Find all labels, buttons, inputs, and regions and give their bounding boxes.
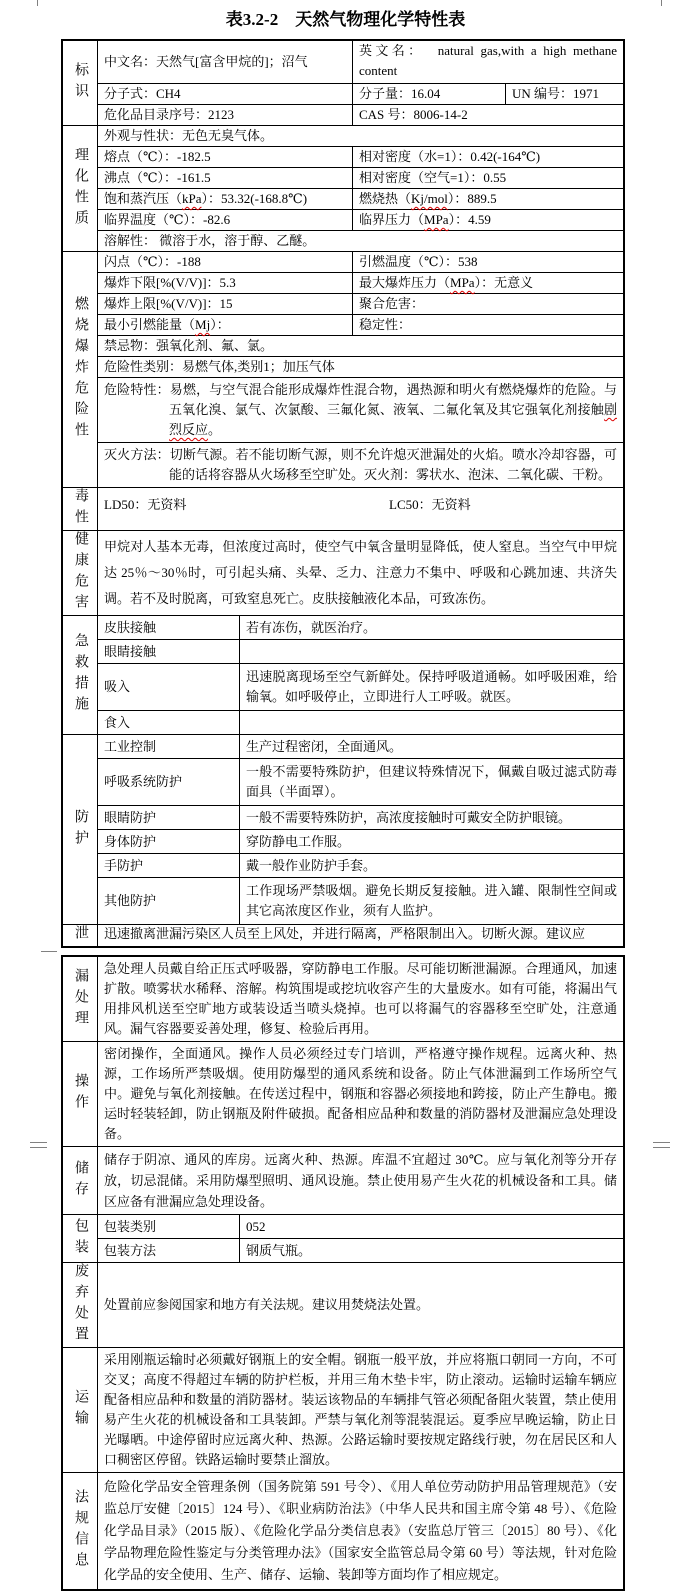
- category-handling: [63, 1042, 98, 1146]
- cell-stability: 稳定性：: [359, 317, 412, 332]
- cell-inhalation-value: 迅速脱离现场至空气新鲜处。保持呼吸道通畅。如呼吸困难，给输氧。如呼吸停止，立即进行人工呼吸。就医。: [246, 669, 617, 704]
- cell-packaging-method-value: 钢质气瓶。: [246, 1242, 312, 1258]
- cell-toxicity: [98, 488, 623, 522]
- table-row: [98, 735, 623, 759]
- table-row: [98, 1215, 623, 1239]
- cell-chinese-name: 中文名：天然气[富含甲烷的]；沼气: [98, 41, 353, 83]
- section-packaging: [63, 1215, 623, 1263]
- table-row: [98, 806, 623, 830]
- category-label: 理化性质: [73, 146, 88, 231]
- cell-transport-text: 采用刚瓶运输时必须戴好钢瓶上的安全帽。钢瓶一般平放，并应将瓶口朝同一方向，不可交叉；高度不得超过车辆的防护栏板，并用三角木垫卡牢，防止滚动。运输时运输车辆应配备相应品种和数量的消防器材。装运该物品的车辆排气管必须配备阻火装置，禁止使用易产生火花的机械设备和工具装卸。严禁与氧化剂等混装混运。夏季应早晚运输，防止日光曝晒。中途停留时应远离火种、热源。公路运输时要按规定路线行驶，勿在居民区和人口稠密区停留。铁路运输时要禁止溜放。: [104, 1352, 617, 1467]
- table-row: [98, 210, 623, 231]
- table-row: [98, 336, 623, 357]
- category-leak-part1: [63, 925, 98, 946]
- table-row: [98, 616, 623, 640]
- table-row: [98, 189, 623, 210]
- table-row: [98, 664, 623, 711]
- lc50-value: LC50：无资料: [389, 497, 471, 512]
- page-title: 表3.2-2 天然气物理化学特性表: [225, 10, 466, 29]
- cell-respiratory-protection-label: 呼吸系统防护: [98, 759, 240, 805]
- table-row: [98, 925, 623, 942]
- category-fire-explosion: [63, 252, 98, 487]
- category-protection: [63, 735, 98, 924]
- table-row: [98, 1239, 623, 1262]
- category-storage: [63, 1147, 98, 1214]
- table-row: [98, 711, 623, 734]
- category-identification: [63, 41, 98, 125]
- cell-max-explosion-pressure: 最大爆炸压力（ MPa ）：无意义: [359, 275, 534, 290]
- table-row: [98, 854, 623, 878]
- cell-hazard-characteristics: 危险特性：易燃，与空气混合能形成爆炸性混合物，遇热源和明火有燃烧爆炸的危险。与五氧化溴、氯气、次氯酸、三氟化氮、液氧、二氟化氧及其它强氧化剂接触剧烈反应。: [104, 382, 617, 437]
- section-identification: [63, 41, 623, 126]
- page-break-mark: [30, 1147, 47, 1148]
- cell-ingestion-label: 食入: [98, 711, 240, 734]
- cell-polymerization-hazard: 聚合危害：: [359, 296, 425, 311]
- category-waste-disposal: [63, 1263, 98, 1347]
- category-health-hazard: [63, 531, 98, 615]
- category-regulatory-info: [63, 1473, 98, 1589]
- page-margin-mark: [661, 0, 662, 6]
- category-label: 法规信息: [73, 1489, 88, 1573]
- cell-engineering-control-value: 生产过程密闭，全面通风。: [246, 738, 403, 754]
- table-row: [98, 957, 623, 1041]
- cell-cas-number: CAS 号：8006-14-2: [359, 107, 468, 122]
- table-row: [98, 126, 623, 147]
- table-row: [98, 147, 623, 168]
- category-label: 运输: [73, 1389, 88, 1431]
- category-label: 标识: [73, 62, 88, 104]
- section-first-aid: [63, 616, 623, 735]
- table-row: [98, 443, 623, 487]
- cell-incompatibilities: 禁忌物：强氧化剂、氟、氯。: [104, 338, 274, 353]
- table-row: [98, 168, 623, 189]
- page-break-mark: [41, 951, 57, 952]
- cell-flash-point: 闪点（℃）：-188: [98, 252, 353, 272]
- section-storage: [63, 1147, 623, 1215]
- table-row: [98, 105, 623, 125]
- cell-solubility: 溶解性： 微溶于水，溶于醇、乙醚。: [104, 233, 316, 248]
- section-leak-part1: [63, 925, 623, 946]
- properties-table-part2: [61, 955, 625, 1591]
- table-row: [98, 640, 623, 664]
- page-break-mark: [653, 1142, 670, 1143]
- table-row: [98, 273, 623, 294]
- cell-packaging-class-label: 包装类别: [98, 1215, 240, 1238]
- category-first-aid: [63, 616, 98, 734]
- cell-packaging-class-value: 052: [246, 1218, 266, 1234]
- section-fire-explosion: [63, 252, 623, 488]
- cell-explosion-upper-limit: 爆炸上限[%(V/V)]：15: [98, 294, 353, 314]
- cell-ignition-temperature: 引燃温度（℃）：538: [359, 254, 478, 269]
- category-label: 燃烧爆炸危险性: [73, 296, 88, 443]
- category-label: 储存: [73, 1159, 88, 1202]
- cell-appearance: 外观与性状：无色无臭气体。: [104, 128, 274, 143]
- category-label: 健康危害: [73, 531, 88, 615]
- section-leak-part2: [63, 957, 623, 1042]
- category-packaging: [63, 1215, 98, 1262]
- category-toxicity: [63, 488, 98, 530]
- cell-other-protection-value: 工作现场严禁吸烟。避免长期反复接触。进入罐、限制性空间或其它高浓度区作业，须有人监护。: [246, 883, 617, 918]
- cell-handling-text: 密闭操作，全面通风。操作人员必须经过专门培训，严格遵守操作规程。远离火种、热源，工作场所严禁吸烟。使用防爆型的通风系统和设备。防止气体泄漏到工作场所空气中。避免与氧化剂接触。在传送过程中，钢瓶和容器必须接地和跨接，防止产生静电。搬运时轻装轻卸，防止钢瓶及附件破损。配备相应品种和数量的消防器材及泄漏应急处理设备。: [104, 1046, 617, 1141]
- cell-hand-protection-value: 戴一般作业防护手套。: [246, 857, 377, 873]
- cell-fire-fighting-method: 灭火方法：切断气源。若不能切断气源，则不允许熄灭泄漏处的火焰。喷水冷却容器，可能的话将容器从火场移至空旷处。灭火剂：雾状水、泡沫、二氧化碳、干粉。: [104, 447, 617, 482]
- table-row: [98, 231, 623, 251]
- cell-regulatory-text: 危险化学品安全管理条例（国务院第 591 号令）、《用人单位劳动防护用品管理规范》（安监总厅安健〔2015〕124 号）、《职业病防治法》（中华人民共和国主席令第 48 号）、《危险化学品目录》（2015 版）、《危险化学品分类信息表》（安监总厅管三〔2015〕80 号）、《化学品物理危险性鉴定与分类管理办法》（国家安全监管总局令第 60 号）等法规，针对危险化学品的安全使用、生产、储存、运输、装卸等方面均作了相应规定。: [104, 1479, 617, 1582]
- table-row: [98, 84, 623, 105]
- category-label: 漏处理: [73, 967, 88, 1031]
- category-label: 急救措施: [73, 633, 88, 717]
- table-row: [98, 378, 623, 443]
- cell-storage-text: 储存于阴凉、通风的库房。远离火种、热源。库温不宜超过 30℃。应与氧化剂等分开存放，切忌混储。采用防爆型照明、通风设施。禁止使用易产生火花的机械设备和工具。储区应备有泄漏应急处理设备。: [104, 1152, 617, 1209]
- category-label: 防护: [73, 808, 88, 851]
- section-physical-chemical: [63, 126, 623, 252]
- page-break-mark: [30, 1142, 47, 1143]
- page-break-gap: [61, 948, 691, 955]
- table-row: [98, 41, 623, 84]
- cell-engineering-control-label: 工业控制: [98, 735, 240, 758]
- cell-inhalation-label: 吸入: [98, 664, 240, 710]
- section-transport: [63, 1348, 623, 1473]
- cell-body-protection-value: 穿防静电工作服。: [246, 833, 351, 849]
- category-physical-chemical: [63, 126, 98, 251]
- cell-un-number: UN 编号：1971: [512, 86, 600, 101]
- cell-min-ignition-energy: 最小引燃能量（ Mj ）：: [98, 315, 353, 335]
- cell-vapor-pressure: 饱和蒸汽压（ kPa ）：53.32(-168.8℃): [98, 189, 353, 209]
- cell-leak-text-part1: 迅速撤离泄漏污染区人员至上风处，并进行隔离，严格限制出入。切断火源。建议应: [104, 926, 586, 941]
- table-row: [98, 878, 623, 924]
- cell-skin-contact-label: 皮肤接触: [98, 616, 240, 639]
- page-break-mark: [653, 1147, 670, 1148]
- section-regulatory-info: [63, 1473, 623, 1589]
- cell-combustion-heat: 燃烧热（ Kj/mol ）：889.5: [359, 191, 497, 206]
- cell-leak-text-part2: 急处理人员戴自给正压式呼吸器，穿防静电工作服。尽可能切断泄漏源。合理通风，加速扩散。喷雾状水稀释、溶解。构筑围堤或挖坑收容产生的大量废水。如有可能，将漏出气用排风机送至空旷地方或装设适当喷头烧掉。也可以将漏气的容器移至空旷处，注意通风。漏气容器要妥善处理，修复、检验后再用。: [104, 961, 617, 1036]
- category-label: 包装: [73, 1217, 88, 1260]
- cell-packaging-method-label: 包装方法: [98, 1239, 240, 1262]
- cell-catalog-number: 危化品目录序号：2123: [98, 105, 353, 125]
- cell-relative-density-air: 相对密度（空气=1）：0.55: [359, 170, 507, 185]
- category-label: 毒性: [73, 488, 88, 530]
- properties-table-part1: [61, 39, 625, 948]
- section-toxicity: [63, 488, 623, 531]
- cell-ingestion-value: [240, 711, 623, 734]
- table-row: [98, 1147, 623, 1214]
- cell-eye-contact-label: 眼睛接触: [98, 640, 240, 663]
- cell-molecular-weight: 分子量：16.04: [353, 84, 506, 104]
- category-leak-part2: [63, 957, 98, 1041]
- table-row: [98, 1348, 623, 1472]
- table-row: [98, 252, 623, 273]
- table-row: [98, 315, 623, 336]
- cell-explosion-lower-limit: 爆炸下限[%(V/V)]：5.3: [98, 273, 353, 293]
- cell-boiling-point: 沸点（℃）：-161.5: [98, 168, 353, 188]
- table-row: [98, 1473, 623, 1589]
- category-label: 操作: [73, 1073, 88, 1115]
- section-waste-disposal: [63, 1263, 623, 1348]
- cell-other-protection-label: 其他防护: [98, 878, 240, 924]
- cell-skin-contact-value: 若有冻伤，就医治疗。: [246, 619, 377, 635]
- cell-body-protection-label: 身体防护: [98, 830, 240, 853]
- cell-eye-contact-value: [240, 640, 623, 663]
- table-row: [98, 488, 623, 522]
- cell-critical-pressure: 临界压力（ MPa ）：4.59: [359, 212, 491, 227]
- section-protection: [63, 735, 623, 925]
- table-row: [98, 1263, 623, 1347]
- cell-critical-temperature: 临界温度（℃）：-82.6: [98, 210, 353, 230]
- cell-melting-point: 熔点（℃）：-182.5: [98, 147, 353, 167]
- table-row: [98, 294, 623, 315]
- cell-formula: 分子式：CH4: [98, 84, 353, 104]
- page-margin-mark: [37, 0, 38, 6]
- cell-relative-density-water: 相对密度（水=1）：0.42(-164℃): [359, 149, 541, 164]
- cell-english-name: 英文名： natural gas,with a high methane content: [359, 43, 621, 78]
- cell-hazard-class: 危险性类别：易燃气体,类别1；加压气体: [104, 359, 335, 374]
- cell-respiratory-protection-value: 一般不需要特殊防护，但建议特殊情况下，佩戴自吸过滤式防毒面具（半面罩）。: [246, 764, 617, 799]
- cell-waste-disposal-text: 处置前应参阅国家和地方有关法规。建议用焚烧法处置。: [104, 1297, 430, 1312]
- cell-health-hazard-text: 甲烷对人基本无毒，但浓度过高时，使空气中氧含量明显降低，使人窒息。当空气中甲烷达 25％～30％时，可引起头痛、头晕、乏力、注意力不集中、呼吸和心跳加速、共济失调。若不及时脱离，可致窒息死亡。皮肤接触液化本品，可致冻伤。: [104, 539, 617, 606]
- category-label: 泄: [73, 925, 88, 946]
- category-label: 废弃处置: [73, 1263, 88, 1347]
- table-row: [98, 759, 623, 806]
- table-row: [98, 1042, 623, 1146]
- cell-eye-protection-label: 眼睛防护: [98, 806, 240, 829]
- cell-hand-protection-label: 手防护: [98, 854, 240, 877]
- ld50-value: LD50：无资料: [104, 497, 187, 512]
- table-row: [98, 357, 623, 378]
- category-transport: [63, 1348, 98, 1472]
- cell-eye-protection-value: 一般不需要特殊防护，高浓度接触时可戴安全防护眼镜。: [246, 809, 572, 825]
- section-health-hazard: [63, 531, 623, 616]
- table-row: [98, 830, 623, 854]
- section-handling: [63, 1042, 623, 1147]
- table-row: [98, 531, 623, 615]
